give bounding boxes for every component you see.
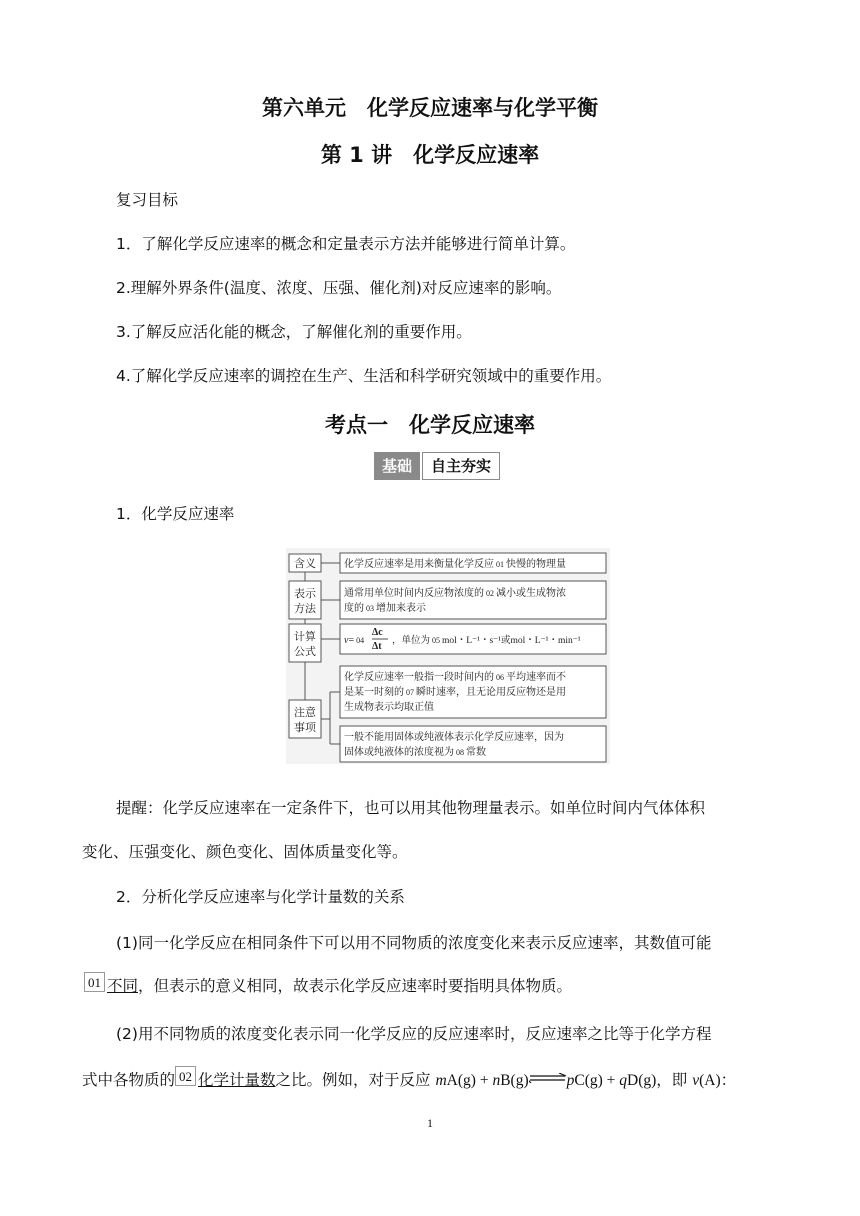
page-number: 1 [427, 1116, 433, 1130]
label-notes-2: 事项 [294, 722, 316, 734]
blank-num-07: 07 [406, 688, 414, 697]
note1-line3: 生成物表示均取正值 [344, 702, 434, 713]
formula-denominator: Δt [372, 641, 382, 652]
formula-unit-pre: ，单位为 [392, 636, 431, 646]
reaction-equation: mA(g) + nB(g) pC(g) + qD(g) [435, 1072, 657, 1089]
section-title: 考点一 化学反应速率 [325, 413, 535, 437]
equilibrium-arrow-icon [529, 1073, 567, 1083]
lecture-title: 第 1 讲 化学反应速率 [320, 143, 540, 167]
objective-item-4: 4.了解化学反应速率的调控在生产、生活和科学研究领域中的重要作用。 [116, 367, 612, 385]
formula-v: v [344, 635, 349, 646]
label-method-2: 方法 [294, 603, 316, 615]
reminder-line1: 提醒：化学反应速率在一定条件下，也可以用其他物理量表示。如单位时间内气体体积 [116, 799, 706, 817]
formula-unit-text: mol・L⁻¹・s⁻¹或mol・L⁻¹・min⁻¹ [442, 636, 581, 646]
note2-line1: 一般不能用固体或纯液体表示化学反应速率，因为 [344, 732, 564, 743]
rate-concept-diagram [286, 548, 610, 764]
answer-blank-01: 01 [84, 972, 105, 992]
point2-p1-line1: (1)同一化学反应在相同条件下可以用不同物质的浓度变化来表示反应速率，其数值可能 [116, 934, 712, 952]
svg-text:，单位为05mol・L⁻¹・s⁻¹或mol・L⁻¹・min⁻ [392, 634, 581, 646]
blank-num-02: 02 [486, 589, 494, 598]
objective-item-2: 2.理解外界条件(温度、浓度、压强、催化剂)对反应速率的影响。 [116, 279, 562, 297]
svg-text:是某一时刻的07瞬时速率，且无论用反应物还是用 [344, 685, 566, 698]
blank-num-03: 03 [366, 604, 374, 613]
svg-text:v=04 [344, 635, 364, 646]
point2-p2-end: ，即 [656, 1071, 693, 1089]
point2-p1-line2 [84, 972, 572, 996]
blank-num-06: 06 [496, 673, 504, 682]
blank-num-01: 01 [496, 560, 504, 569]
svg-text:度的03增加来表示 [344, 601, 427, 614]
tag-basic: 基础 [374, 452, 420, 480]
label-definition: 含义 [294, 558, 316, 570]
note1b-post: 瞬时速率，且无论用反应物还是用 [416, 687, 566, 698]
unit-title: 第六单元 化学反应速率与化学平衡 [262, 96, 598, 120]
label-formula-1: 计算 [294, 631, 316, 643]
answer-fill-01: 不同 [107, 977, 139, 995]
svg-text:通常用单位时间内反应物浓度的02减小或生成物浓 [344, 586, 566, 599]
method-text-pre: 通常用单位时间内反应物浓度的 [344, 588, 484, 599]
label-method-1: 表示 [294, 588, 316, 600]
point2-p2-line2 [82, 1066, 736, 1090]
definition-text-post: 快慢的物理量 [506, 559, 566, 570]
answer-blank-02: 02 [175, 1066, 196, 1086]
label-notes-1: 注意 [294, 707, 316, 719]
method-text2-post: 增加来表示 [376, 603, 426, 614]
point1-heading: 1．化学反应速率 [116, 505, 235, 523]
method-text-post: 减小或生成物浓 [496, 588, 566, 599]
note1b-pre: 是某一时刻的 [344, 687, 404, 698]
section-tag [374, 452, 500, 480]
method-text2-pre: 度的 [344, 603, 364, 614]
point2-p2-mid: 之比。例如，对于反应 [275, 1071, 436, 1089]
rate-symbol: v [692, 1072, 700, 1089]
note1-pre: 化学反应速率一般指一段时间内的 [344, 672, 494, 683]
formula-eq: = [348, 635, 355, 646]
reminder-line2: 变化、压强变化、颜色变化、固体质量变化等。 [82, 843, 408, 861]
rate-symbol-tail: (A)： [699, 1072, 737, 1089]
objectives-heading: 复习目标 [116, 191, 179, 209]
blank-num-04: 04 [356, 636, 365, 645]
point2-heading: 2．分析化学反应速率与化学计量数的关系 [116, 888, 405, 906]
blank-num-05: 05 [432, 636, 441, 645]
note2-post: 常数 [466, 747, 486, 758]
tag-self-study: 自主夯实 [422, 452, 500, 480]
note2-pre: 固体或纯液体的浓度视为 [344, 747, 454, 758]
point2-p2-line1: (2)用不同物质的浓度变化表示同一化学反应的反应速率时，反应速率之比等于化学方程 [116, 1025, 712, 1043]
answer-fill-02: 化学计量数 [198, 1071, 276, 1089]
objective-item-1: 1．了解化学反应速率的概念和定量表示方法并能够进行简单计算。 [116, 235, 576, 253]
formula-numerator: Δc [372, 627, 383, 638]
blank-num-08: 08 [456, 748, 464, 757]
note1-post: 平均速率而不 [506, 672, 566, 683]
svg-text:化学反应速率是用来衡量化学反应01快慢的物理量 [344, 557, 566, 570]
definition-text-pre: 化学反应速率是用来衡量化学反应 [344, 559, 494, 570]
point2-p1-rest: ，但表示的意义相同，故表示化学反应速率时要指明具体物质。 [138, 977, 573, 995]
point2-p2-pre: 式中各物质的 [82, 1071, 176, 1089]
label-formula-2: 公式 [294, 646, 316, 658]
objective-item-3: 3.了解反应活化能的概念，了解催化剂的重要作用。 [116, 323, 472, 341]
svg-text:化学反应速率一般指一段时间内的06平均速率而不 [344, 670, 566, 683]
